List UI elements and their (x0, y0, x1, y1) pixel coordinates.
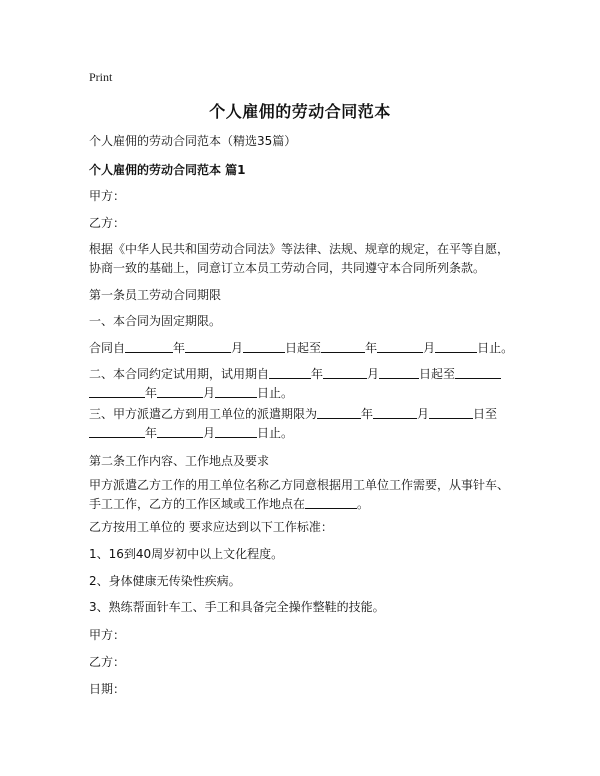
dispatch-start-day-blank (429, 406, 473, 419)
signature-date: 日期： (89, 682, 126, 696)
term-end-year-blank (321, 340, 365, 353)
term-end-day-blank (435, 340, 477, 353)
term-end-month-blank (377, 340, 423, 353)
probation-end-month-label: 月 (203, 386, 216, 400)
probation-text: 二、本合同约定试用期，试用期自 (89, 367, 270, 381)
probation-start-year-blank (269, 366, 311, 379)
term-prefix: 合同自 (89, 341, 126, 355)
clause-1: 一、本合同为固定期限。 (89, 314, 222, 328)
probation-end-year-blank-a (455, 366, 501, 379)
dispatch-end-month-blank (157, 425, 203, 438)
dispatch-end-year-blank (89, 425, 145, 438)
dispatch-from-label: 日至 (473, 407, 498, 421)
dispatch-end-year-label: 年 (145, 426, 158, 440)
signature-party-b: 乙方： (89, 655, 126, 669)
article-2-heading: 第二条工作内容、工作地点及要求 (89, 454, 270, 468)
standards-intro: 乙方按用工单位的 要求应达到以下工作标准： (89, 520, 333, 534)
requirement-2: 2、身体健康无传染性疾病。 (89, 574, 241, 588)
dispatch-month-label: 月 (417, 407, 430, 421)
work-paragraph-end: 。 (357, 497, 370, 511)
dispatch-clause (89, 405, 519, 443)
term-start-month-blank (185, 340, 231, 353)
subtitle: 个人雇佣的劳动合同范本（精选35篇） (89, 134, 297, 148)
dispatch-end-month-label: 月 (203, 426, 216, 440)
document-title: 个人雇佣的劳动合同范本 (209, 102, 391, 121)
dispatch-year-label: 年 (361, 407, 374, 421)
probation-end-day-blank (215, 385, 257, 398)
probation-end-month-blank (157, 385, 203, 398)
term-from-label: 日起至 (285, 341, 322, 355)
probation-from-label: 日起至 (419, 367, 456, 381)
dispatch-start-month-blank (373, 406, 417, 419)
probation-start-month-blank (323, 366, 367, 379)
probation-end-label: 日止。 (257, 386, 294, 400)
section-heading: 个人雇佣的劳动合同范本 篇1 (89, 163, 246, 177)
term-end-label: 日止。 (477, 341, 514, 355)
probation-start-day-blank (379, 366, 419, 379)
work-paragraph (89, 476, 519, 514)
work-location-blank (305, 496, 357, 509)
probation-end-year-blank (89, 385, 145, 398)
party-b-label: 乙方： (89, 216, 126, 230)
party-a-label: 甲方： (89, 189, 126, 203)
contract-term-line (89, 339, 513, 358)
article-1-heading: 第一条员工劳动合同期限 (89, 288, 222, 302)
probation-end-year-label: 年 (145, 386, 158, 400)
probation-clause (89, 365, 519, 403)
term-end-month-label: 月 (423, 341, 436, 355)
probation-year-label: 年 (311, 367, 324, 381)
term-end-year-label: 年 (365, 341, 378, 355)
signature-party-a: 甲方： (89, 628, 126, 642)
dispatch-end-label: 日止。 (257, 426, 294, 440)
requirement-3: 3、熟练帮面针车工、手工和具备完全操作整鞋的技能。 (89, 600, 385, 614)
term-start-year-blank (125, 340, 173, 353)
print-link[interactable]: Print (89, 70, 113, 84)
intro-paragraph: 根据《中华人民共和国劳动合同法》等法律、法规、规章的规定，在平等自愿，协商一致的基础上，同意订立本员工劳动合同，共同遵守本合同所列条款。 (89, 242, 510, 275)
term-start-day-blank (243, 340, 285, 353)
work-paragraph-text: 甲方派遣乙方工作的用工单位名称乙方同意根据用工单位工作需要，从事针车、手工工作，乙方的工作区域或工作地点在 (89, 478, 510, 511)
requirement-1: 1、16到40周岁初中以上文化程度。 (89, 547, 284, 561)
dispatch-end-day-blank (215, 425, 257, 438)
dispatch-start-year-blank (317, 406, 361, 419)
dispatch-text: 三、甲方派遣乙方到用工单位的派遣期限为 (89, 407, 318, 421)
term-month-label: 月 (231, 341, 244, 355)
term-year-label: 年 (173, 341, 186, 355)
probation-month-label: 月 (367, 367, 380, 381)
